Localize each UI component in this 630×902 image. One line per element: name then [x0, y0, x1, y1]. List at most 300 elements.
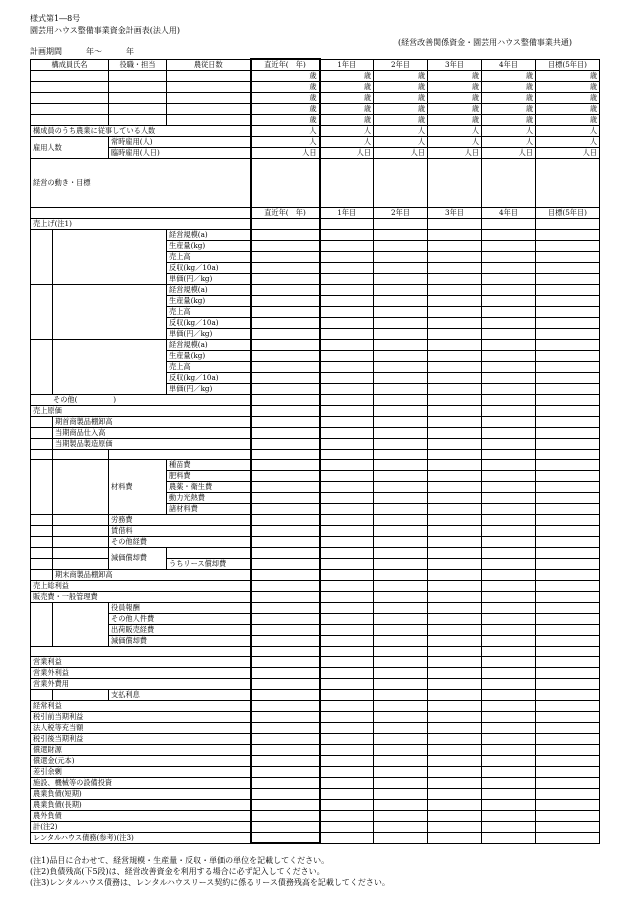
value-cell[interactable]: [482, 318, 536, 329]
value-cell[interactable]: [482, 307, 536, 318]
value-cell[interactable]: [374, 219, 428, 230]
value-cell[interactable]: [320, 569, 374, 580]
value-cell[interactable]: [482, 624, 536, 635]
value-cell[interactable]: [536, 406, 600, 417]
value-cell[interactable]: [320, 624, 374, 635]
value-cell[interactable]: [428, 296, 482, 307]
value-cell[interactable]: [251, 340, 320, 351]
value-cell[interactable]: [536, 635, 600, 646]
value-cell[interactable]: [536, 646, 600, 656]
value-cell[interactable]: [251, 460, 320, 471]
value-cell[interactable]: [428, 417, 482, 428]
value-cell[interactable]: [428, 635, 482, 646]
value-cell[interactable]: [251, 373, 320, 384]
value-cell[interactable]: [374, 602, 428, 613]
value-cell[interactable]: [428, 722, 482, 733]
value-cell[interactable]: [482, 417, 536, 428]
value-unit[interactable]: 歳: [536, 93, 600, 104]
value-cell[interactable]: [251, 230, 320, 241]
value-cell[interactable]: [482, 678, 536, 689]
value-cell[interactable]: [374, 832, 428, 843]
value-cell[interactable]: [428, 821, 482, 832]
value-cell[interactable]: [320, 678, 374, 689]
value-unit[interactable]: 人: [536, 126, 600, 137]
value-cell[interactable]: [482, 766, 536, 777]
value-cell[interactable]: [536, 307, 600, 318]
value-cell[interactable]: [251, 700, 320, 711]
value-cell[interactable]: [320, 537, 374, 548]
value-cell[interactable]: [428, 263, 482, 274]
value-cell[interactable]: [428, 591, 482, 602]
value-cell[interactable]: [428, 624, 482, 635]
value-unit[interactable]: 歳: [482, 115, 536, 126]
value-unit[interactable]: 歳: [320, 93, 374, 104]
value-cell[interactable]: [428, 810, 482, 821]
member-role-cell[interactable]: [109, 104, 167, 115]
value-cell[interactable]: [428, 656, 482, 667]
value-cell[interactable]: [428, 241, 482, 252]
value-cell[interactable]: [536, 799, 600, 810]
value-cell[interactable]: [536, 580, 600, 591]
value-cell[interactable]: [320, 263, 374, 274]
value-cell[interactable]: [251, 307, 320, 318]
value-unit[interactable]: 人: [251, 126, 320, 137]
member-name-cell[interactable]: [31, 71, 109, 82]
value-cell[interactable]: [374, 515, 428, 526]
value-cell[interactable]: [374, 788, 428, 799]
value-cell[interactable]: [428, 471, 482, 482]
value-cell[interactable]: [374, 296, 428, 307]
value-cell[interactable]: [251, 635, 320, 646]
crop-name-cell[interactable]: [53, 285, 167, 340]
value-cell[interactable]: [320, 307, 374, 318]
value-cell[interactable]: [251, 722, 320, 733]
member-role-cell[interactable]: [109, 71, 167, 82]
value-cell[interactable]: [428, 428, 482, 439]
member-days-cell[interactable]: [167, 93, 251, 104]
value-cell[interactable]: [374, 526, 428, 537]
value-unit[interactable]: 歳: [251, 104, 320, 115]
value-cell[interactable]: [320, 252, 374, 263]
value-unit[interactable]: 歳: [428, 82, 482, 93]
value-unit[interactable]: 人: [374, 137, 428, 148]
value-cell[interactable]: [482, 788, 536, 799]
value-cell[interactable]: [374, 689, 428, 700]
value-cell[interactable]: [428, 646, 482, 656]
value-cell[interactable]: [374, 821, 428, 832]
value-cell[interactable]: [536, 526, 600, 537]
value-cell[interactable]: [536, 340, 600, 351]
value-cell[interactable]: [251, 362, 320, 373]
value-cell[interactable]: [428, 340, 482, 351]
value-unit[interactable]: 歳: [320, 104, 374, 115]
value-cell[interactable]: [251, 678, 320, 689]
value-cell[interactable]: [536, 252, 600, 263]
value-cell[interactable]: [374, 482, 428, 493]
value-cell[interactable]: [320, 832, 374, 843]
value-unit[interactable]: 人: [320, 137, 374, 148]
value-cell[interactable]: [536, 591, 600, 602]
value-cell[interactable]: [251, 689, 320, 700]
member-name-cell[interactable]: [31, 115, 109, 126]
value-unit[interactable]: 歳: [374, 104, 428, 115]
value-cell[interactable]: [536, 373, 600, 384]
value-cell[interactable]: [320, 788, 374, 799]
value-cell[interactable]: [536, 613, 600, 624]
value-cell[interactable]: [320, 318, 374, 329]
value-unit[interactable]: 歳: [374, 115, 428, 126]
value-cell[interactable]: [482, 159, 536, 208]
value-cell[interactable]: [251, 296, 320, 307]
value-cell[interactable]: [251, 417, 320, 428]
value-unit[interactable]: 歳: [536, 71, 600, 82]
value-cell[interactable]: [428, 159, 482, 208]
value-cell[interactable]: [374, 460, 428, 471]
crop-name-cell[interactable]: [53, 340, 167, 395]
value-cell[interactable]: [374, 613, 428, 624]
value-cell[interactable]: [428, 569, 482, 580]
value-cell[interactable]: [251, 428, 320, 439]
value-cell[interactable]: [320, 526, 374, 537]
value-cell[interactable]: [536, 722, 600, 733]
value-cell[interactable]: [374, 678, 428, 689]
value-cell[interactable]: [251, 252, 320, 263]
value-cell[interactable]: [374, 428, 428, 439]
value-cell[interactable]: [320, 766, 374, 777]
value-cell[interactable]: [320, 635, 374, 646]
value-cell[interactable]: [251, 329, 320, 340]
value-cell[interactable]: [482, 406, 536, 417]
value-cell[interactable]: [428, 733, 482, 744]
value-unit[interactable]: 歳: [320, 71, 374, 82]
value-cell[interactable]: [536, 548, 600, 558]
value-cell[interactable]: [482, 635, 536, 646]
member-role-cell[interactable]: [109, 115, 167, 126]
value-unit[interactable]: 人: [428, 137, 482, 148]
value-cell[interactable]: [251, 395, 320, 406]
value-cell[interactable]: [428, 788, 482, 799]
value-cell[interactable]: [374, 722, 428, 733]
value-cell[interactable]: [428, 318, 482, 329]
member-name-cell[interactable]: [31, 104, 109, 115]
value-cell[interactable]: [320, 689, 374, 700]
value-cell[interactable]: [482, 613, 536, 624]
value-cell[interactable]: [536, 230, 600, 241]
value-cell[interactable]: [251, 558, 320, 569]
value-cell[interactable]: [482, 810, 536, 821]
value-cell[interactable]: [482, 799, 536, 810]
value-cell[interactable]: [374, 700, 428, 711]
value-cell[interactable]: [251, 799, 320, 810]
value-cell[interactable]: [251, 406, 320, 417]
value-cell[interactable]: [428, 493, 482, 504]
value-cell[interactable]: [482, 241, 536, 252]
value-cell[interactable]: [320, 744, 374, 755]
member-role-cell[interactable]: [109, 82, 167, 93]
value-cell[interactable]: [320, 548, 374, 558]
value-unit[interactable]: 歳: [536, 104, 600, 115]
value-cell[interactable]: [428, 219, 482, 230]
value-cell[interactable]: [482, 439, 536, 450]
value-cell[interactable]: [482, 450, 536, 460]
value-cell[interactable]: [428, 755, 482, 766]
value-cell[interactable]: [251, 711, 320, 722]
value-cell[interactable]: [320, 230, 374, 241]
value-cell[interactable]: [251, 482, 320, 493]
value-cell[interactable]: [320, 777, 374, 788]
value-cell[interactable]: [251, 274, 320, 285]
value-cell[interactable]: [251, 526, 320, 537]
value-unit[interactable]: 歳: [482, 93, 536, 104]
value-cell[interactable]: [320, 384, 374, 395]
value-cell[interactable]: [251, 548, 320, 558]
value-cell[interactable]: [482, 667, 536, 678]
value-cell[interactable]: [428, 252, 482, 263]
value-cell[interactable]: [536, 656, 600, 667]
value-cell[interactable]: [320, 580, 374, 591]
value-cell[interactable]: [374, 307, 428, 318]
value-cell[interactable]: [320, 428, 374, 439]
value-cell[interactable]: [374, 493, 428, 504]
value-cell[interactable]: [428, 230, 482, 241]
value-cell[interactable]: [482, 777, 536, 788]
value-cell[interactable]: [251, 285, 320, 296]
value-cell[interactable]: [482, 602, 536, 613]
value-cell[interactable]: [320, 667, 374, 678]
value-cell[interactable]: [374, 417, 428, 428]
value-cell[interactable]: [251, 471, 320, 482]
value-cell[interactable]: [536, 821, 600, 832]
value-cell[interactable]: [482, 646, 536, 656]
value-cell[interactable]: [428, 613, 482, 624]
value-cell[interactable]: [251, 241, 320, 252]
value-cell[interactable]: [251, 591, 320, 602]
value-cell[interactable]: [374, 395, 428, 406]
member-name-cell[interactable]: [31, 93, 109, 104]
value-cell[interactable]: [536, 274, 600, 285]
value-cell[interactable]: [428, 744, 482, 755]
value-cell[interactable]: [374, 537, 428, 548]
value-cell[interactable]: [374, 450, 428, 460]
value-cell[interactable]: [320, 351, 374, 362]
value-cell[interactable]: [320, 646, 374, 656]
value-cell[interactable]: [482, 656, 536, 667]
value-unit[interactable]: 人日: [536, 148, 600, 159]
value-cell[interactable]: [374, 646, 428, 656]
value-cell[interactable]: [374, 810, 428, 821]
value-cell[interactable]: [536, 493, 600, 504]
value-cell[interactable]: [482, 558, 536, 569]
value-cell[interactable]: [482, 711, 536, 722]
value-cell[interactable]: [251, 613, 320, 624]
value-cell[interactable]: [320, 656, 374, 667]
value-cell[interactable]: [536, 351, 600, 362]
value-cell[interactable]: [251, 646, 320, 656]
value-cell[interactable]: [428, 373, 482, 384]
value-cell[interactable]: [320, 395, 374, 406]
value-cell[interactable]: [428, 307, 482, 318]
value-cell[interactable]: [428, 832, 482, 843]
value-unit[interactable]: 歳: [320, 115, 374, 126]
value-cell[interactable]: [536, 384, 600, 395]
value-cell[interactable]: [251, 667, 320, 678]
value-unit[interactable]: 歳: [251, 93, 320, 104]
value-cell[interactable]: [374, 351, 428, 362]
value-cell[interactable]: [428, 689, 482, 700]
value-cell[interactable]: [428, 602, 482, 613]
value-cell[interactable]: [374, 591, 428, 602]
member-days-cell[interactable]: [167, 71, 251, 82]
value-cell[interactable]: [428, 439, 482, 450]
value-cell[interactable]: [536, 417, 600, 428]
value-cell[interactable]: [536, 504, 600, 515]
value-unit[interactable]: 歳: [428, 71, 482, 82]
value-cell[interactable]: [536, 362, 600, 373]
value-cell[interactable]: [251, 744, 320, 755]
value-cell[interactable]: [482, 493, 536, 504]
value-cell[interactable]: [374, 263, 428, 274]
value-unit[interactable]: 歳: [251, 115, 320, 126]
value-cell[interactable]: [374, 580, 428, 591]
value-cell[interactable]: [374, 744, 428, 755]
crop-name-cell[interactable]: [53, 230, 167, 285]
value-cell[interactable]: [428, 395, 482, 406]
value-cell[interactable]: [428, 580, 482, 591]
value-cell[interactable]: [320, 406, 374, 417]
value-cell[interactable]: [320, 755, 374, 766]
value-cell[interactable]: [320, 733, 374, 744]
value-unit[interactable]: 人: [320, 126, 374, 137]
value-cell[interactable]: [374, 230, 428, 241]
value-cell[interactable]: [536, 395, 600, 406]
value-cell[interactable]: [428, 406, 482, 417]
value-cell[interactable]: [536, 285, 600, 296]
value-unit[interactable]: 人: [536, 137, 600, 148]
value-cell[interactable]: [536, 482, 600, 493]
value-cell[interactable]: [428, 558, 482, 569]
value-cell[interactable]: [320, 700, 374, 711]
value-unit[interactable]: 歳: [251, 82, 320, 93]
value-cell[interactable]: [428, 351, 482, 362]
value-cell[interactable]: [482, 504, 536, 515]
value-cell[interactable]: [251, 450, 320, 460]
value-cell[interactable]: [251, 537, 320, 548]
value-cell[interactable]: [374, 504, 428, 515]
value-cell[interactable]: [482, 689, 536, 700]
value-cell[interactable]: [374, 558, 428, 569]
value-cell[interactable]: [482, 722, 536, 733]
value-cell[interactable]: [320, 482, 374, 493]
value-cell[interactable]: [251, 810, 320, 821]
value-cell[interactable]: [320, 329, 374, 340]
value-unit[interactable]: 人: [251, 137, 320, 148]
value-cell[interactable]: [251, 504, 320, 515]
value-cell[interactable]: [374, 766, 428, 777]
value-cell[interactable]: [482, 395, 536, 406]
value-unit[interactable]: 歳: [428, 104, 482, 115]
value-cell[interactable]: [251, 766, 320, 777]
value-cell[interactable]: [482, 548, 536, 558]
value-cell[interactable]: [536, 439, 600, 450]
value-cell[interactable]: [428, 667, 482, 678]
value-cell[interactable]: [374, 241, 428, 252]
value-cell[interactable]: [536, 460, 600, 471]
value-cell[interactable]: [251, 351, 320, 362]
value-cell[interactable]: [320, 159, 374, 208]
value-unit[interactable]: 歳: [428, 115, 482, 126]
value-cell[interactable]: [536, 667, 600, 678]
value-cell[interactable]: [320, 810, 374, 821]
value-cell[interactable]: [428, 548, 482, 558]
value-unit[interactable]: 人日: [428, 148, 482, 159]
value-cell[interactable]: [320, 274, 374, 285]
value-cell[interactable]: [536, 329, 600, 340]
value-cell[interactable]: [374, 373, 428, 384]
value-cell[interactable]: [251, 580, 320, 591]
value-cell[interactable]: [428, 362, 482, 373]
value-cell[interactable]: [482, 744, 536, 755]
value-cell[interactable]: [251, 733, 320, 744]
value-unit[interactable]: 人: [428, 126, 482, 137]
value-cell[interactable]: [536, 159, 600, 208]
value-cell[interactable]: [251, 263, 320, 274]
value-cell[interactable]: [428, 526, 482, 537]
value-cell[interactable]: [482, 351, 536, 362]
value-cell[interactable]: [536, 569, 600, 580]
member-role-cell[interactable]: [109, 93, 167, 104]
value-cell[interactable]: [320, 373, 374, 384]
value-cell[interactable]: [482, 821, 536, 832]
value-cell[interactable]: [374, 439, 428, 450]
value-cell[interactable]: [320, 460, 374, 471]
value-cell[interactable]: [374, 384, 428, 395]
value-cell[interactable]: [482, 428, 536, 439]
value-cell[interactable]: [536, 296, 600, 307]
value-cell[interactable]: [536, 832, 600, 843]
value-cell[interactable]: [320, 450, 374, 460]
value-cell[interactable]: [536, 558, 600, 569]
value-cell[interactable]: [482, 569, 536, 580]
value-unit[interactable]: 歳: [251, 71, 320, 82]
value-cell[interactable]: [536, 318, 600, 329]
value-cell[interactable]: [320, 241, 374, 252]
value-cell[interactable]: [374, 274, 428, 285]
value-cell[interactable]: [482, 482, 536, 493]
value-cell[interactable]: [374, 252, 428, 263]
value-cell[interactable]: [374, 318, 428, 329]
value-cell[interactable]: [428, 777, 482, 788]
value-cell[interactable]: [536, 777, 600, 788]
value-cell[interactable]: [251, 788, 320, 799]
value-cell[interactable]: [374, 471, 428, 482]
value-cell[interactable]: [536, 766, 600, 777]
value-cell[interactable]: [428, 450, 482, 460]
value-unit[interactable]: 人: [482, 126, 536, 137]
value-cell[interactable]: [536, 755, 600, 766]
value-cell[interactable]: [320, 471, 374, 482]
value-cell[interactable]: [251, 159, 320, 208]
value-unit[interactable]: 人日: [251, 148, 320, 159]
value-cell[interactable]: [320, 591, 374, 602]
value-cell[interactable]: [320, 504, 374, 515]
value-unit[interactable]: 歳: [428, 93, 482, 104]
value-cell[interactable]: [428, 711, 482, 722]
value-cell[interactable]: [536, 711, 600, 722]
value-cell[interactable]: [482, 733, 536, 744]
value-unit[interactable]: 歳: [482, 71, 536, 82]
value-cell[interactable]: [374, 667, 428, 678]
value-cell[interactable]: [428, 285, 482, 296]
